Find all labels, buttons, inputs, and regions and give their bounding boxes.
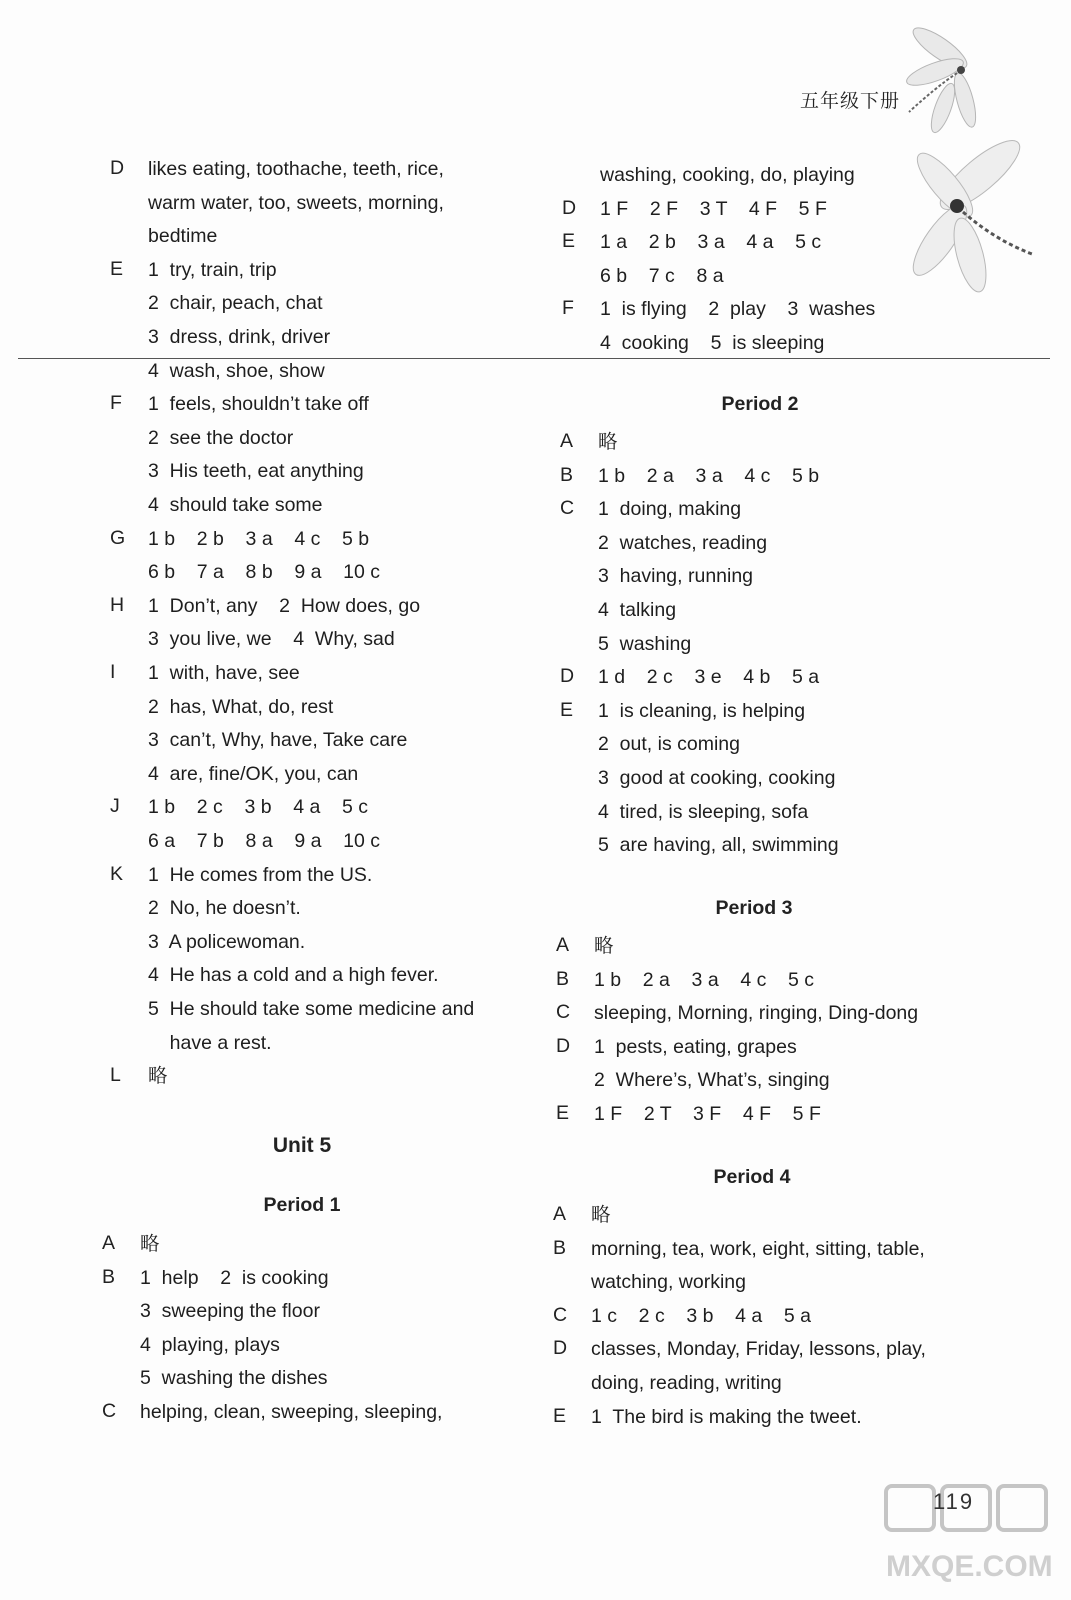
- answer-line: 4 are, fine/OK, you, can: [148, 762, 359, 785]
- answer-line: 1 is cleaning, is helping: [598, 699, 806, 722]
- answer-line: 1 with, have, see: [148, 662, 300, 684]
- answer-line: 4 tired, is sleeping, sofa: [598, 800, 809, 823]
- answer-line: 1 feels, shouldn’t take off: [148, 393, 369, 416]
- answer-line: 1 a 2 b 3 a 4 a 5 c: [600, 231, 822, 254]
- section-letter: D: [556, 1034, 571, 1057]
- section-letter: A: [553, 1203, 567, 1225]
- grade-label: 五年级下册: [800, 91, 901, 112]
- answer-line: 2 out, is coming: [598, 733, 740, 756]
- answer-line: 1 F 2 T 3 F 4 F 5 F: [594, 1103, 821, 1125]
- dragonfly-top-illustration: [895, 20, 995, 135]
- section-letter: L: [110, 1064, 121, 1087]
- answer-line: sleeping, Morning, ringing, Ding-dong: [594, 1002, 919, 1025]
- section-letter: D: [553, 1337, 568, 1360]
- section-letter: B: [556, 967, 570, 990]
- section-letter: K: [110, 862, 124, 885]
- section-heading: Period 1: [263, 1194, 341, 1216]
- answer-line: warm water, too, sweets, morning,: [148, 191, 444, 214]
- answer-line: 3 dress, drink, driver: [148, 326, 331, 348]
- answer-line: 6 a 7 b 8 a 9 a 10 c: [148, 830, 380, 852]
- answer-line: 1 b 2 c 3 b 4 a 5 c: [148, 796, 369, 819]
- answer-line: 3 His teeth, eat anything: [148, 460, 364, 483]
- answer-line: 略: [140, 1233, 160, 1255]
- section-letter: B: [553, 1236, 567, 1259]
- answer-line: 5 He should take some medicine and: [148, 998, 475, 1020]
- answer-line: 4 wash, shoe, show: [148, 359, 325, 382]
- answer-line: 3 having, running: [598, 565, 754, 588]
- answer-line: 2 No, he doesn’t.: [148, 897, 301, 920]
- answer-line: 1 is flying 2 play 3 washes: [600, 298, 876, 321]
- section-letter: F: [110, 392, 122, 415]
- section-letter: E: [110, 257, 124, 280]
- answer-line: 1 b 2 a 3 a 4 c 5 b: [598, 464, 820, 487]
- answer-line: 3 you live, we 4 Why, sad: [148, 628, 395, 651]
- section-letter: B: [560, 463, 574, 486]
- answer-line: 略: [591, 1204, 611, 1226]
- dragonfly-right-illustration: [900, 130, 1040, 300]
- answer-line: 2 has, What, do, rest: [148, 695, 334, 718]
- section-heading: Period 3: [715, 897, 793, 919]
- section-letter: D: [562, 196, 577, 219]
- answer-line: watching, working: [591, 1271, 746, 1294]
- answer-line: bedtime: [148, 225, 218, 248]
- answer-line: 1 The bird is making the tweet.: [591, 1405, 862, 1428]
- section-letter: F: [562, 297, 574, 320]
- answer-line: morning, tea, work, eight, sitting, table,: [591, 1237, 925, 1260]
- section-letter: E: [553, 1404, 567, 1427]
- section-letter: C: [553, 1303, 568, 1326]
- answer-line: 略: [148, 1065, 168, 1088]
- section-letter: A: [102, 1232, 116, 1254]
- answer-line: likes eating, toothache, teeth, rice,: [148, 158, 444, 180]
- answer-line: washing, cooking, do, playing: [600, 164, 855, 186]
- answer-line: 1 doing, making: [598, 498, 742, 521]
- answer-line: 1 b 2 a 3 a 4 c 5 c: [594, 968, 815, 991]
- answer-line: 略: [598, 431, 618, 453]
- section-letter: E: [562, 230, 576, 253]
- section-letter: A: [556, 934, 570, 956]
- answer-line: 1 b 2 b 3 a 4 c 5 b: [148, 527, 370, 550]
- answer-line: 3 A policewoman.: [148, 930, 306, 953]
- answer-line: 4 should take some: [148, 494, 323, 516]
- answer-line: 1 help 2 is cooking: [140, 1266, 329, 1289]
- section-letter: D: [110, 157, 125, 179]
- section-heading: Period 2: [721, 393, 799, 415]
- section-heading: Unit 5: [272, 1134, 332, 1157]
- section-letter: C: [102, 1400, 117, 1422]
- answer-line: 2 chair, peach, chat: [148, 292, 323, 315]
- section-letter: J: [110, 795, 120, 818]
- answer-line: helping, clean, sweeping, sleeping,: [140, 1401, 443, 1423]
- answer-line: 3 can’t, Why, have, Take care: [148, 729, 408, 752]
- answer-line: 2 see the doctor: [148, 426, 294, 449]
- answer-line: have a rest.: [148, 1031, 272, 1054]
- answer-line: classes, Monday, Friday, lessons, play,: [591, 1338, 926, 1361]
- section-letter: C: [560, 497, 575, 520]
- answer-line: 6 b 7 c 8 a: [600, 264, 724, 287]
- answer-line: 1 try, train, trip: [148, 258, 277, 281]
- answer-line: 5 washing the dishes: [140, 1367, 328, 1390]
- section-heading: Period 4: [713, 1166, 791, 1188]
- section-letter: D: [560, 665, 575, 688]
- section-letter: E: [556, 1102, 570, 1124]
- answer-line: 4 talking: [598, 599, 677, 621]
- answer-line: 4 playing, plays: [140, 1333, 280, 1356]
- answer-line: 5 washing: [598, 632, 692, 655]
- answer-line: 4 cooking 5 is sleeping: [600, 332, 825, 354]
- watermark-text: MXQE.COM: [886, 1550, 1053, 1583]
- section-letter: A: [560, 430, 574, 452]
- answer-line: 2 watches, reading: [598, 531, 768, 554]
- answer-line: 2 Where’s, What’s, singing: [594, 1069, 830, 1092]
- answer-line: doing, reading, writing: [591, 1372, 782, 1394]
- answer-line: 5 are having, all, swimming: [598, 834, 839, 857]
- section-letter: B: [102, 1265, 116, 1288]
- answer-line: 1 c 2 c 3 b 4 a 5 a: [591, 1304, 812, 1327]
- answer-line: 4 He has a cold and a high fever.: [148, 964, 439, 987]
- answer-line: 1 Don’t, any 2 How does, go: [148, 594, 421, 617]
- answer-line: 3 sweeping the floor: [140, 1300, 320, 1323]
- section-letter: C: [556, 1001, 571, 1024]
- answer-line: 1 F 2 F 3 T 4 F 5 F: [600, 197, 827, 220]
- page-number: 119: [933, 1489, 975, 1514]
- answer-line: 1 He comes from the US.: [148, 863, 373, 886]
- section-letter: H: [110, 593, 125, 616]
- answer-line: 略: [594, 935, 614, 957]
- answer-line: 1 d 2 c 3 e 4 b 5 a: [598, 666, 820, 689]
- section-letter: I: [110, 661, 116, 683]
- section-letter: G: [110, 526, 126, 549]
- answer-line: 6 b 7 a 8 b 9 a 10 c: [148, 561, 380, 584]
- answer-line: 1 pests, eating, grapes: [594, 1035, 797, 1058]
- answer-line: 3 good at cooking, cooking: [598, 767, 836, 789]
- section-letter: E: [560, 698, 574, 721]
